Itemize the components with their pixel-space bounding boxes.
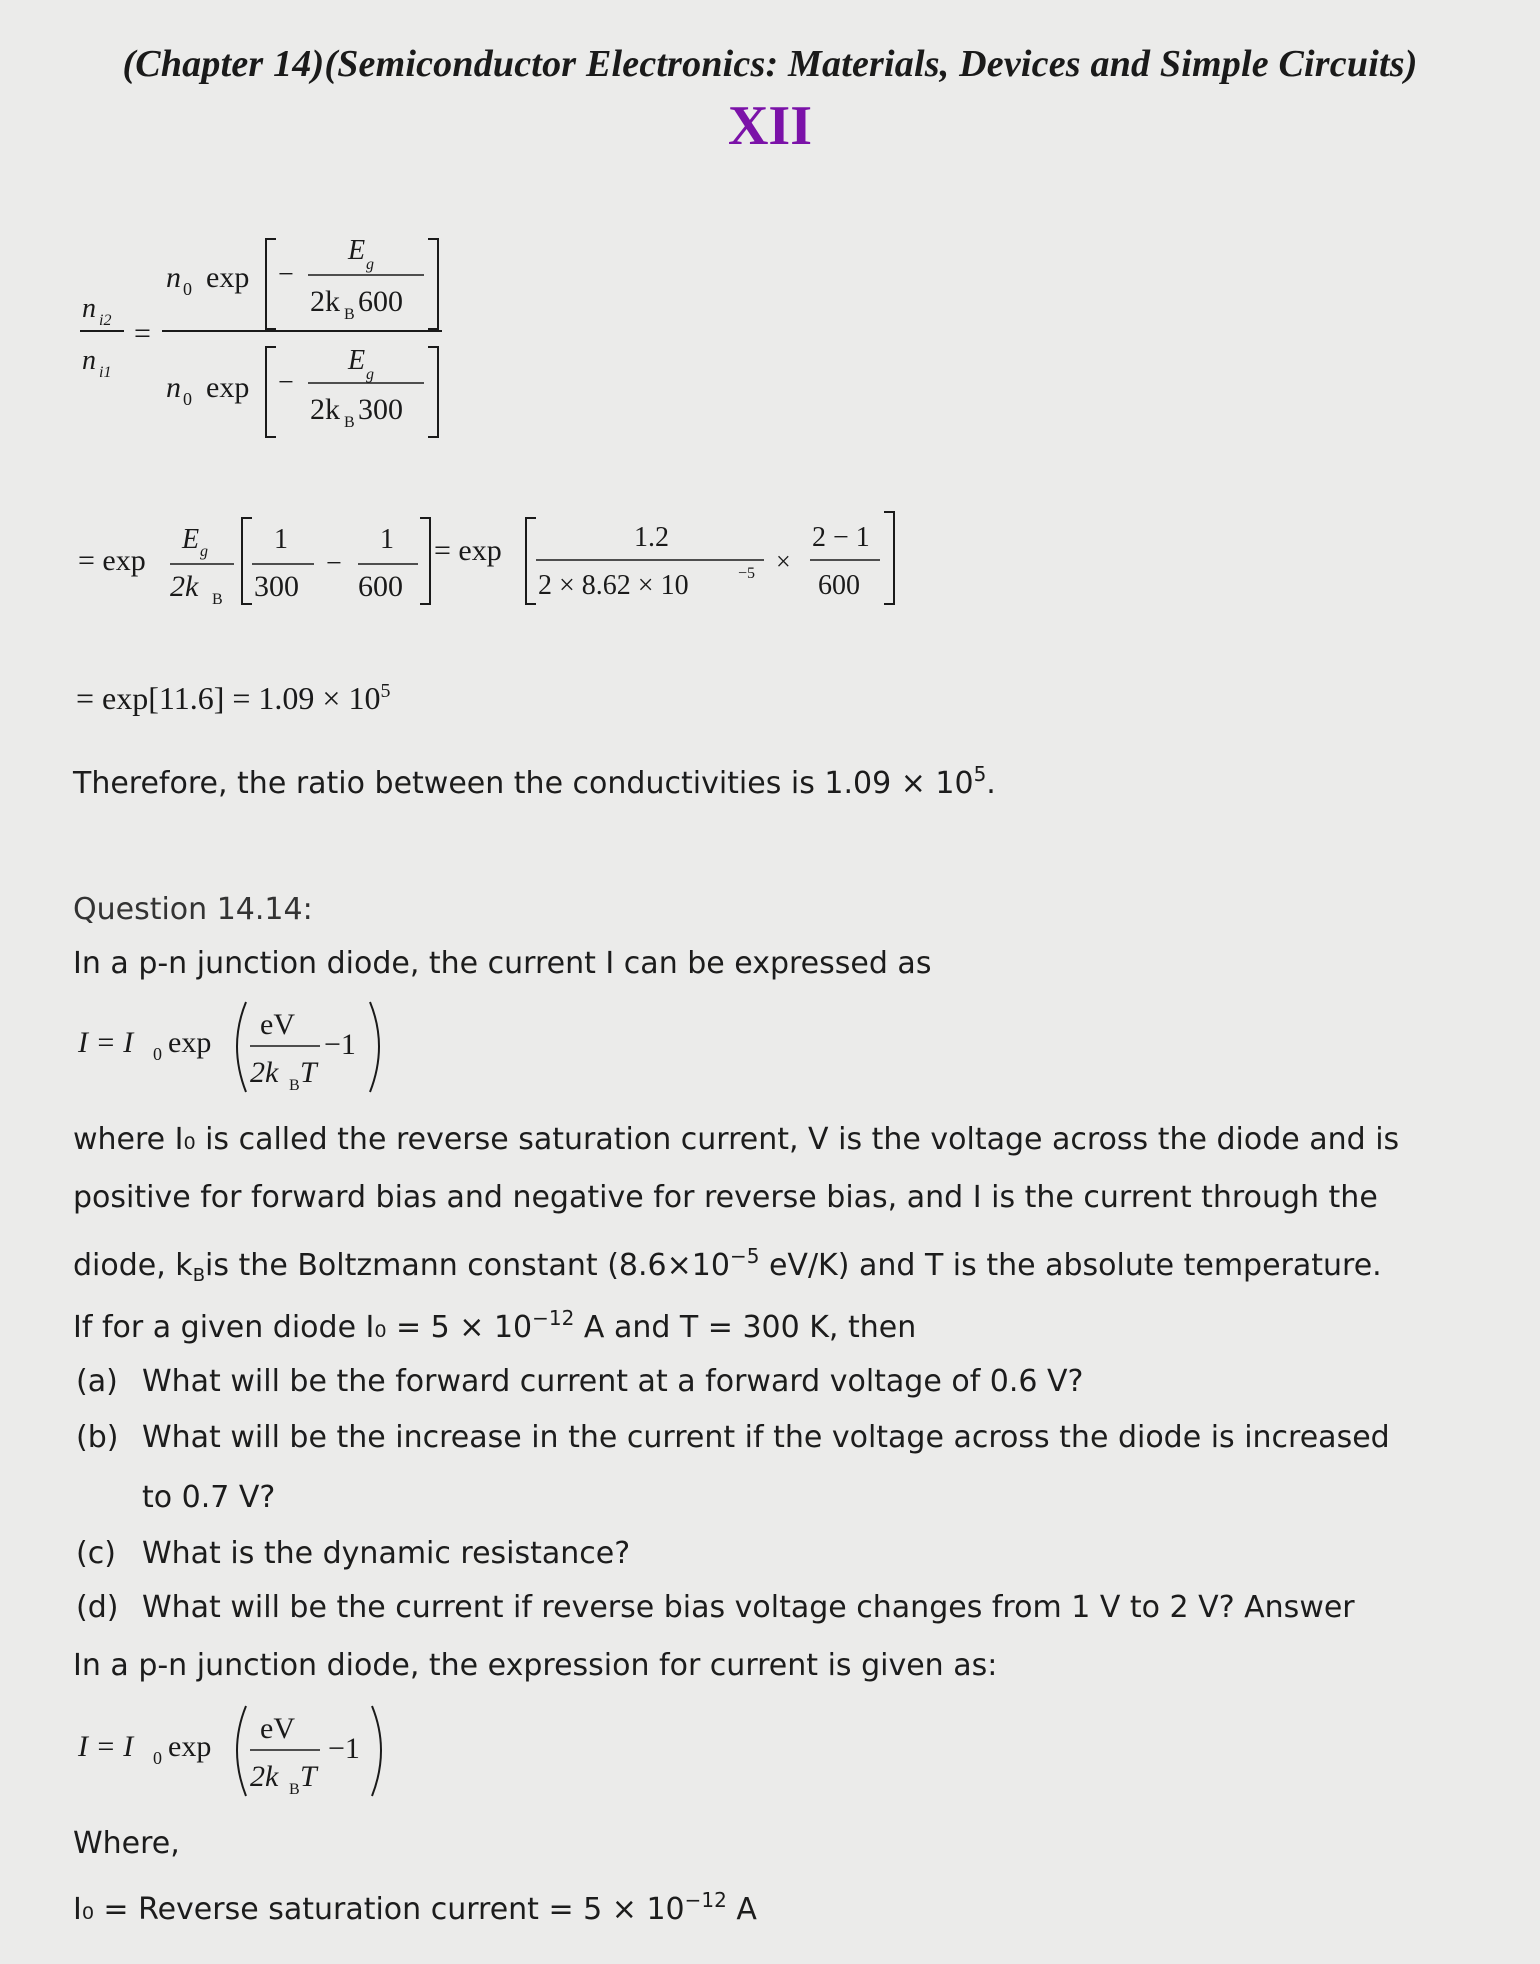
desc-line-1: where I₀ is called the reverse saturation current, V is the voltage across the diode and is — [73, 1122, 1400, 1157]
formula-paren-left — [237, 1002, 246, 1092]
n0-top: n — [166, 261, 181, 294]
eq2-one-a: 1 — [274, 524, 288, 555]
formula-minus-one: −1 — [324, 1028, 356, 1061]
equation-exp-expansion — [74, 508, 934, 627]
diode-formula-svg — [74, 994, 414, 1104]
eq2-denom-exp: −5 — [738, 565, 756, 582]
exp-top: exp — [206, 261, 250, 294]
formula-den: 2k — [250, 1056, 279, 1089]
eg-top-sub: g — [366, 256, 374, 273]
question-label: Question 14.14: — [73, 892, 313, 927]
answer-i0-line — [73, 1880, 757, 1930]
equation-ratio — [70, 225, 490, 464]
t600: 600 — [358, 285, 403, 318]
item-label: (d) — [76, 1590, 119, 1625]
n0-bottom-sub: 0 — [183, 389, 192, 409]
line4-a: If for a given diode I₀ = 5 × 10 — [73, 1310, 533, 1345]
eq2-minus: − — [326, 548, 342, 579]
desc-line-3 — [73, 1236, 1382, 1296]
ratio-end: . — [986, 766, 996, 801]
page-header — [0, 42, 1540, 158]
item-text: What is the dynamic resistance? — [142, 1536, 631, 1571]
t300: 300 — [358, 393, 403, 426]
eq2-den2: 600 — [818, 570, 860, 601]
line4-exp: −12 — [532, 1306, 575, 1330]
eq2-mid: = exp — [434, 534, 502, 567]
line3-sub: B — [192, 1265, 206, 1286]
equation-ratio-svg — [70, 225, 490, 455]
ans-formula-num: eV — [260, 1712, 295, 1745]
chapter-title: (Chapter 14)(Semiconductor Electronics: Materials, Devices and Simple Circuits) — [122, 43, 1418, 85]
formula-paren-right — [370, 1002, 379, 1092]
bracket-right-bottom — [428, 347, 438, 437]
eq2-v12: 1.2 — [634, 522, 669, 553]
ans-formula-den-end: T — [300, 1760, 317, 1793]
formula-den-end: T — [300, 1056, 317, 1089]
equation-result — [76, 680, 390, 717]
formula-lhs: I = I — [78, 1026, 134, 1059]
line3-c: eV/K) and T is the absolute temperature. — [759, 1248, 1382, 1283]
lhs-denominator-sub: i1 — [99, 364, 112, 381]
lhs-denominator: n — [82, 345, 96, 376]
answer-formula-svg — [74, 1698, 414, 1808]
ratio-exp: 5 — [973, 762, 987, 786]
eq3-exp: 5 — [380, 680, 391, 702]
item-label: (b) — [76, 1420, 119, 1455]
eq3-text: = exp[11.6] = 1.09 × 10 — [76, 680, 381, 716]
i0-text: I₀ = Reverse saturation current = 5 × 10 — [73, 1892, 685, 1927]
line3-b: is the Boltzmann constant (8.6×10 — [205, 1248, 730, 1283]
eq2-bracket-right2 — [884, 512, 894, 604]
lhs-numerator-sub: i2 — [99, 312, 112, 329]
eq2-bracket-right — [420, 518, 430, 604]
eg-top: E — [348, 235, 366, 266]
line4-b: A and T = 300 K, then — [574, 1310, 917, 1345]
question-item-b-cont — [76, 1480, 275, 1515]
desc-line-4 — [73, 1298, 916, 1348]
desc-line-2: positive for forward bias and negative for reverse bias, and I is the current through the — [73, 1180, 1378, 1215]
ans-formula-exp: exp — [168, 1730, 212, 1763]
eq2-eg: E — [182, 524, 200, 555]
item-label: (c) — [76, 1536, 116, 1571]
ans-formula-minus-one: −1 — [328, 1732, 360, 1765]
2kb-top: 2k — [310, 285, 340, 318]
item-text: to 0.7 V? — [142, 1480, 276, 1515]
formula-lhs-sub: 0 — [153, 1044, 162, 1064]
kb-bottom-sub: B — [344, 414, 355, 431]
bracket-left-top — [266, 239, 276, 329]
question-item-b — [76, 1420, 1390, 1455]
question-item-a — [76, 1364, 1083, 1399]
question-intro: In a p-n junction diode, the current I can be expressed as — [73, 946, 932, 981]
question-item-c — [76, 1536, 630, 1571]
n0-bottom: n — [166, 371, 181, 404]
eq2-prefix: = exp — [78, 544, 146, 577]
equals-sign: = — [134, 317, 151, 350]
i0-exp: −12 — [684, 1888, 727, 1912]
eg-bottom: E — [348, 345, 366, 376]
line3-a: diode, k — [73, 1248, 193, 1283]
exp-bottom: exp — [206, 371, 250, 404]
eq2-eg-sub: g — [200, 543, 208, 560]
eq2-2k: 2k — [170, 570, 199, 603]
ratio-text: Therefore, the ratio between the conductivities is 1.09 × 10 — [73, 766, 974, 801]
ans-formula-den: 2k — [250, 1760, 279, 1793]
eq2-kb-sub: B — [212, 591, 223, 608]
item-text: What will be the current if reverse bias voltage changes from 1 V to 2 V? Answer — [142, 1590, 1355, 1625]
diode-formula — [74, 994, 414, 1113]
eq2-t600: 600 — [358, 570, 403, 603]
ans-formula-lhs-sub: 0 — [153, 1748, 162, 1768]
equation-exp-expansion-svg — [74, 508, 934, 618]
ans-paren-left — [237, 1706, 246, 1796]
question-item-d — [76, 1590, 1355, 1625]
formula-exp: exp — [168, 1026, 212, 1059]
item-text: What will be the forward current at a forward voltage of 0.6 V? — [142, 1364, 1084, 1399]
bracket-left-bottom — [266, 347, 276, 437]
ans-formula-den-sub: B — [289, 1781, 300, 1798]
formula-den-sub: B — [289, 1077, 300, 1094]
answer-formula — [74, 1698, 414, 1817]
item-text: What will be the increase in the current if the voltage across the diode is increased — [142, 1420, 1390, 1455]
eq2-t300: 300 — [254, 570, 299, 603]
eq2-times: × — [776, 547, 791, 576]
ans-paren-right — [372, 1706, 381, 1796]
minus-bottom: − — [278, 367, 294, 398]
item-label: (a) — [76, 1364, 118, 1399]
minus-top: − — [278, 259, 294, 290]
eq2-bracket-left2 — [526, 518, 536, 604]
lhs-numerator: n — [82, 293, 96, 324]
class-label: XII — [727, 95, 813, 157]
answer-where: Where, — [73, 1826, 180, 1861]
n0-top-sub: 0 — [183, 279, 192, 299]
eq2-bracket-left — [242, 518, 252, 604]
eq2-denom: 2 × 8.62 × 10 — [538, 570, 689, 601]
2kb-bottom: 2k — [310, 393, 340, 426]
kb-top-sub: B — [344, 306, 355, 323]
eq2-num2: 2 − 1 — [812, 522, 870, 553]
line3-exp: −5 — [729, 1244, 760, 1268]
ratio-statement — [73, 754, 996, 804]
eg-bottom-sub: g — [366, 366, 374, 383]
eq2-one-b: 1 — [380, 524, 394, 555]
formula-num: eV — [260, 1008, 295, 1041]
ans-formula-lhs: I = I — [78, 1730, 134, 1763]
i0-unit: A — [726, 1892, 757, 1927]
answer-intro: In a p-n junction diode, the expression for current is given as: — [73, 1648, 998, 1683]
bracket-right-top — [428, 239, 438, 329]
